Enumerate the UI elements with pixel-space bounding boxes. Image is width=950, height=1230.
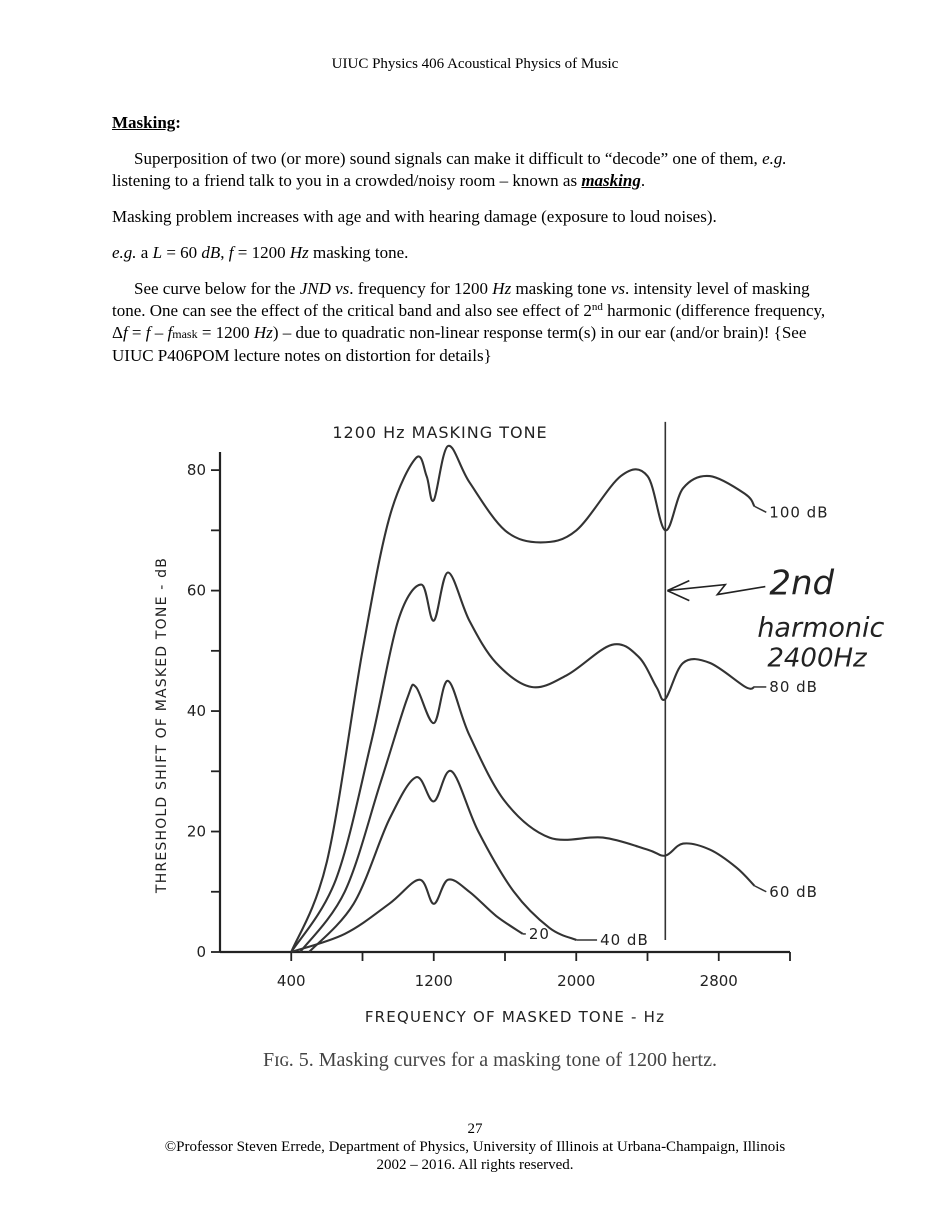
- y-axis-label: THRESHOLD SHIFT OF MASKED TONE - dB: [154, 556, 170, 894]
- curve-label-100db: 100 dB: [769, 503, 829, 522]
- paragraph-2: Masking problem increases with age and with hearing damage (exposure to loud noises).: [112, 207, 717, 226]
- paragraph-4: [112, 278, 842, 367]
- p4-d: . intensity level of masking tone. One can see the effect of the critical band and also see effect of 2: [112, 279, 810, 320]
- p3-Hz: Hz: [289, 243, 309, 262]
- y-tick-label: 20: [186, 822, 206, 841]
- p4-vs: vs: [610, 279, 626, 298]
- x-axis-label: FREQUENCY OF MASKED TONE - Hz: [364, 1008, 666, 1026]
- paragraph-3: [112, 242, 842, 264]
- page-footer: [0, 1120, 950, 1174]
- page-number: 27: [467, 1121, 483, 1137]
- p3-eg: e.g.: [112, 243, 137, 262]
- p3-f: f: [228, 243, 234, 262]
- annotation-2nd: 2nd: [769, 563, 835, 604]
- p4-hz1: Hz: [492, 279, 512, 298]
- running-header: UIUC Physics 406 Acoustical Physics of Music: [331, 56, 619, 72]
- annotation-harmonic: harmonic: [757, 612, 885, 644]
- p3-e: masking tone.: [308, 243, 409, 262]
- body-text: [112, 112, 842, 367]
- paragraph-1: [112, 148, 842, 192]
- p4-i: = 1200: [197, 323, 254, 342]
- curve-80db: [291, 573, 754, 953]
- curve-leader-100db: [754, 506, 766, 512]
- y-tick-label: 80: [186, 461, 206, 480]
- p3-c: ,: [220, 243, 229, 262]
- x-tick-label: 400: [276, 972, 306, 990]
- p4-j: ) – due to quadratic non-linear response term(s) in our ear (and/or brain)! {See UIUC P406POM lecture notes on distortion for details}: [112, 323, 807, 365]
- section-heading: [112, 112, 842, 134]
- p4-f1: f: [122, 323, 128, 342]
- masking-figure: [130, 400, 885, 1090]
- chart-curves: [291, 446, 754, 952]
- p4-mask-subscript: mask: [172, 327, 198, 341]
- curve-label-80db: 80 dB: [769, 677, 818, 696]
- curve-20db: [291, 879, 523, 952]
- y-tick-label: 60: [186, 581, 206, 600]
- p1-term-masking: masking: [581, 171, 641, 190]
- section-title: Masking: [112, 113, 176, 132]
- p1-end: .: [640, 171, 646, 190]
- p4-c: masking tone: [511, 279, 611, 298]
- x-tick-label: 2000: [557, 972, 596, 990]
- p4-h: –: [150, 323, 168, 342]
- x-tick-label: 2800: [699, 972, 738, 990]
- p4-a: See curve below for the: [134, 279, 300, 298]
- p1-text-b: listening to a friend talk to you in a crowded/noisy room – known as: [112, 171, 582, 190]
- p3-dB: dB: [201, 243, 221, 262]
- caption-prefix: Fɪɢ. 5.: [263, 1049, 314, 1071]
- caption-text: Masking curves for a masking tone of 1200 hertz.: [313, 1049, 717, 1071]
- curve-60db: [300, 681, 754, 952]
- p1-eg: e.g.: [762, 149, 787, 168]
- curve-100db: [291, 446, 754, 952]
- p3-L: L: [152, 243, 163, 262]
- p3-d: = 1200: [233, 243, 290, 262]
- p4-e: harmonic (difference frequency, Δ: [112, 301, 826, 342]
- curve-label-20db: 20: [528, 924, 550, 943]
- p3-a: a: [136, 243, 153, 262]
- p1-text-a: Superposition of two (or more) sound signals can make it difficult to “decode” one of them,: [134, 149, 758, 168]
- p4-nd: nd: [591, 301, 603, 313]
- p4-b: . frequency for 1200: [349, 279, 493, 298]
- p4-f3: f: [167, 323, 173, 342]
- annotation-2400hz: 2400Hz: [767, 643, 867, 674]
- p3-b: = 60: [162, 243, 202, 262]
- p4-f2: f: [145, 323, 151, 342]
- chart-title: 1200 Hz MASKING TONE: [332, 423, 548, 442]
- p4-g: =: [127, 323, 146, 342]
- harmonic-arrow: [667, 581, 765, 601]
- x-tick-label: 1200: [414, 972, 453, 990]
- curve-leader-60db: [754, 886, 766, 892]
- footer-line-2: 2002 – 2016. All rights reserved.: [376, 1157, 574, 1173]
- p4-hz2: Hz: [253, 323, 273, 342]
- curve-label-40db: 40 dB: [600, 930, 649, 949]
- figure-caption: [263, 1049, 717, 1071]
- curve-label-60db: 60 dB: [769, 882, 818, 901]
- p4-jnd: JND vs: [299, 279, 350, 298]
- y-tick-label: 40: [186, 702, 206, 721]
- footer-line-1: ©Professor Steven Errede, Department of Physics, University of Illinois at Urbana-Champaign, Illinois: [164, 1139, 786, 1155]
- section-colon: :: [175, 113, 181, 132]
- y-tick-label: 0: [196, 943, 206, 961]
- masking-chart: [130, 400, 885, 1090]
